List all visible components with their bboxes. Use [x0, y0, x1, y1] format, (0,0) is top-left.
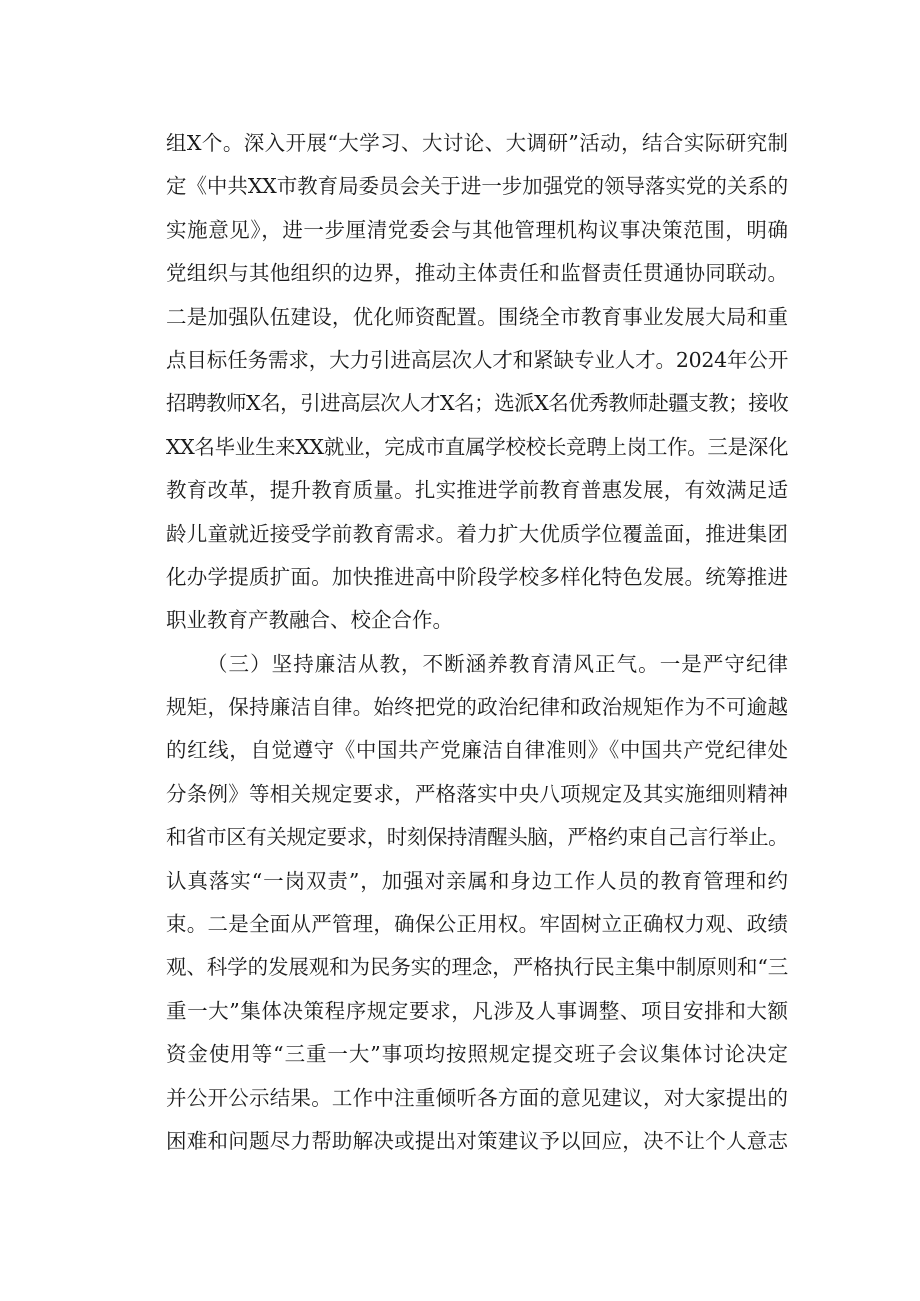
text-line-14: 规矩，保持廉洁自律。始终把党的政治纪律和政治规矩作为不可逾越 [166, 695, 788, 720]
text-line-12: 职业教育产教融合、校企合作。 [166, 608, 453, 633]
text-line-9: 教育改革，提升教育质量。扎实推进学前教育普惠发展，有效满足适 [166, 478, 788, 503]
text-line-22: 资金使用等“三重一大”事项均按照规定提交班子会议集体讨论决定 [166, 1042, 788, 1067]
text-line-11: 化办学提质扩面。加快推进高中阶段学校多样化特色发展。统筹推进 [166, 564, 788, 589]
text-line-19: 束。二是全面从严管理，确保公正用权。牢固树立正确权力观、政绩 [166, 912, 788, 937]
text-line-16: 分条例》等相关规定要求，严格落实中央八项规定及其实施细则精神 [166, 781, 788, 806]
text-line-6: 点目标任务需求，大力引进高层次人才和紧缺专业人才。2024年公开 [166, 347, 788, 372]
text-line-7: 招聘教师X名，引进高层次人才X名；选派X名优秀教师赴疆支教；接收 [166, 391, 788, 416]
text-line-18: 认真落实“一岗双责”，加强对亲属和身边工作人员的教育管理和约 [166, 868, 788, 893]
text-line-13: （三）坚持廉洁从教，不断涵养教育清风正气。一是严守纪律 [207, 651, 788, 676]
text-line-2: 定《中共XX市教育局委员会关于进一步加强党的领导落实党的关系的 [166, 174, 788, 199]
text-line-4: 党组织与其他组织的边界，推动主体责任和监督责任贯通协同联动。 [166, 261, 788, 286]
text-line-20: 观、科学的发展观和为民务实的理念，严格执行民主集中制原则和“三 [166, 955, 788, 980]
text-line-21: 重一大”集体决策程序规定要求，凡涉及人事调整、项目安排和大额 [166, 998, 788, 1023]
text-line-17: 和省市区有关规定要求，时刻保持清醒头脑，严格约束自己言行举止。 [166, 825, 788, 850]
text-line-23: 并公开公示结果。工作中注重倾听各方面的意见建议，对大家提出的 [166, 1085, 788, 1110]
document-body [166, 122, 788, 1163]
text-line-10: 龄儿童就近接受学前教育需求。着力扩大优质学位覆盖面，推进集团 [166, 521, 788, 546]
text-line-5: 二是加强队伍建设，优化师资配置。围绕全市教育事业发展大局和重 [166, 304, 788, 329]
text-line-3: 实施意见》，进一步厘清党委会与其他管理机构议事决策范围，明确 [166, 217, 788, 242]
text-line-15: 的红线，自觉遵守《中国共产党廉洁自律准则》《中国共产党纪律处 [166, 738, 788, 763]
text-line-24: 困难和问题尽力帮助解决或提出对策建议予以回应，决不让个人意志 [166, 1128, 788, 1153]
text-line-8: XX名毕业生来XX就业，完成市直属学校校长竞聘上岗工作。三是深化 [166, 434, 788, 459]
text-line-1: 组X个。深入开展“大学习、大讨论、大调研”活动，结合实际研究制 [166, 131, 788, 155]
